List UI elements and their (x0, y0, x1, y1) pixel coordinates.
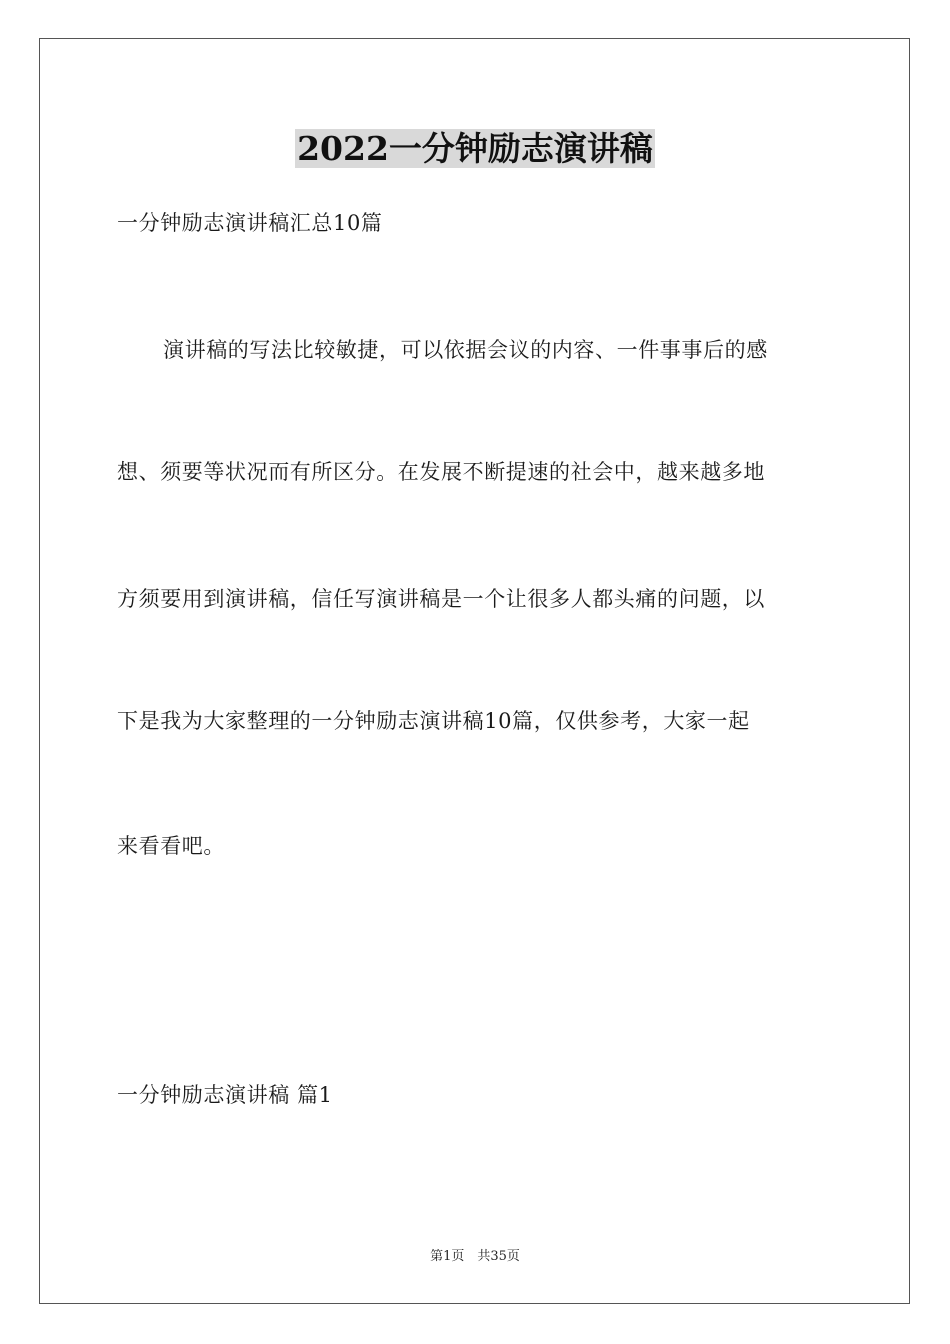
section-heading: 一分钟励志演讲稿 篇1 (117, 1083, 333, 1107)
page-footer: 第1页 共35页 (430, 1249, 520, 1264)
document-title-text: 2022一分钟励志演讲稿 (297, 129, 653, 168)
paragraph-line-1: 演讲稿的写法比较敏捷，可以依据会议的内容、一件事事后的感 (163, 338, 768, 362)
paragraph-line-2: 想、须要等状况而有所区分。在发展不断提速的社会中，越来越多地 (117, 460, 765, 484)
document-subtitle: 一分钟励志演讲稿汇总10篇 (117, 211, 383, 235)
paragraph-line-4: 下是我为大家整理的一分钟励志演讲稿10篇，仅供参考，大家一起 (117, 709, 750, 733)
paragraph-line-5: 来看看吧。 (117, 834, 225, 858)
paragraph-line-3: 方须要用到演讲稿，信任写演讲稿是一个让很多人都头痛的问题，以 (117, 587, 765, 611)
document-title (0, 126, 950, 172)
